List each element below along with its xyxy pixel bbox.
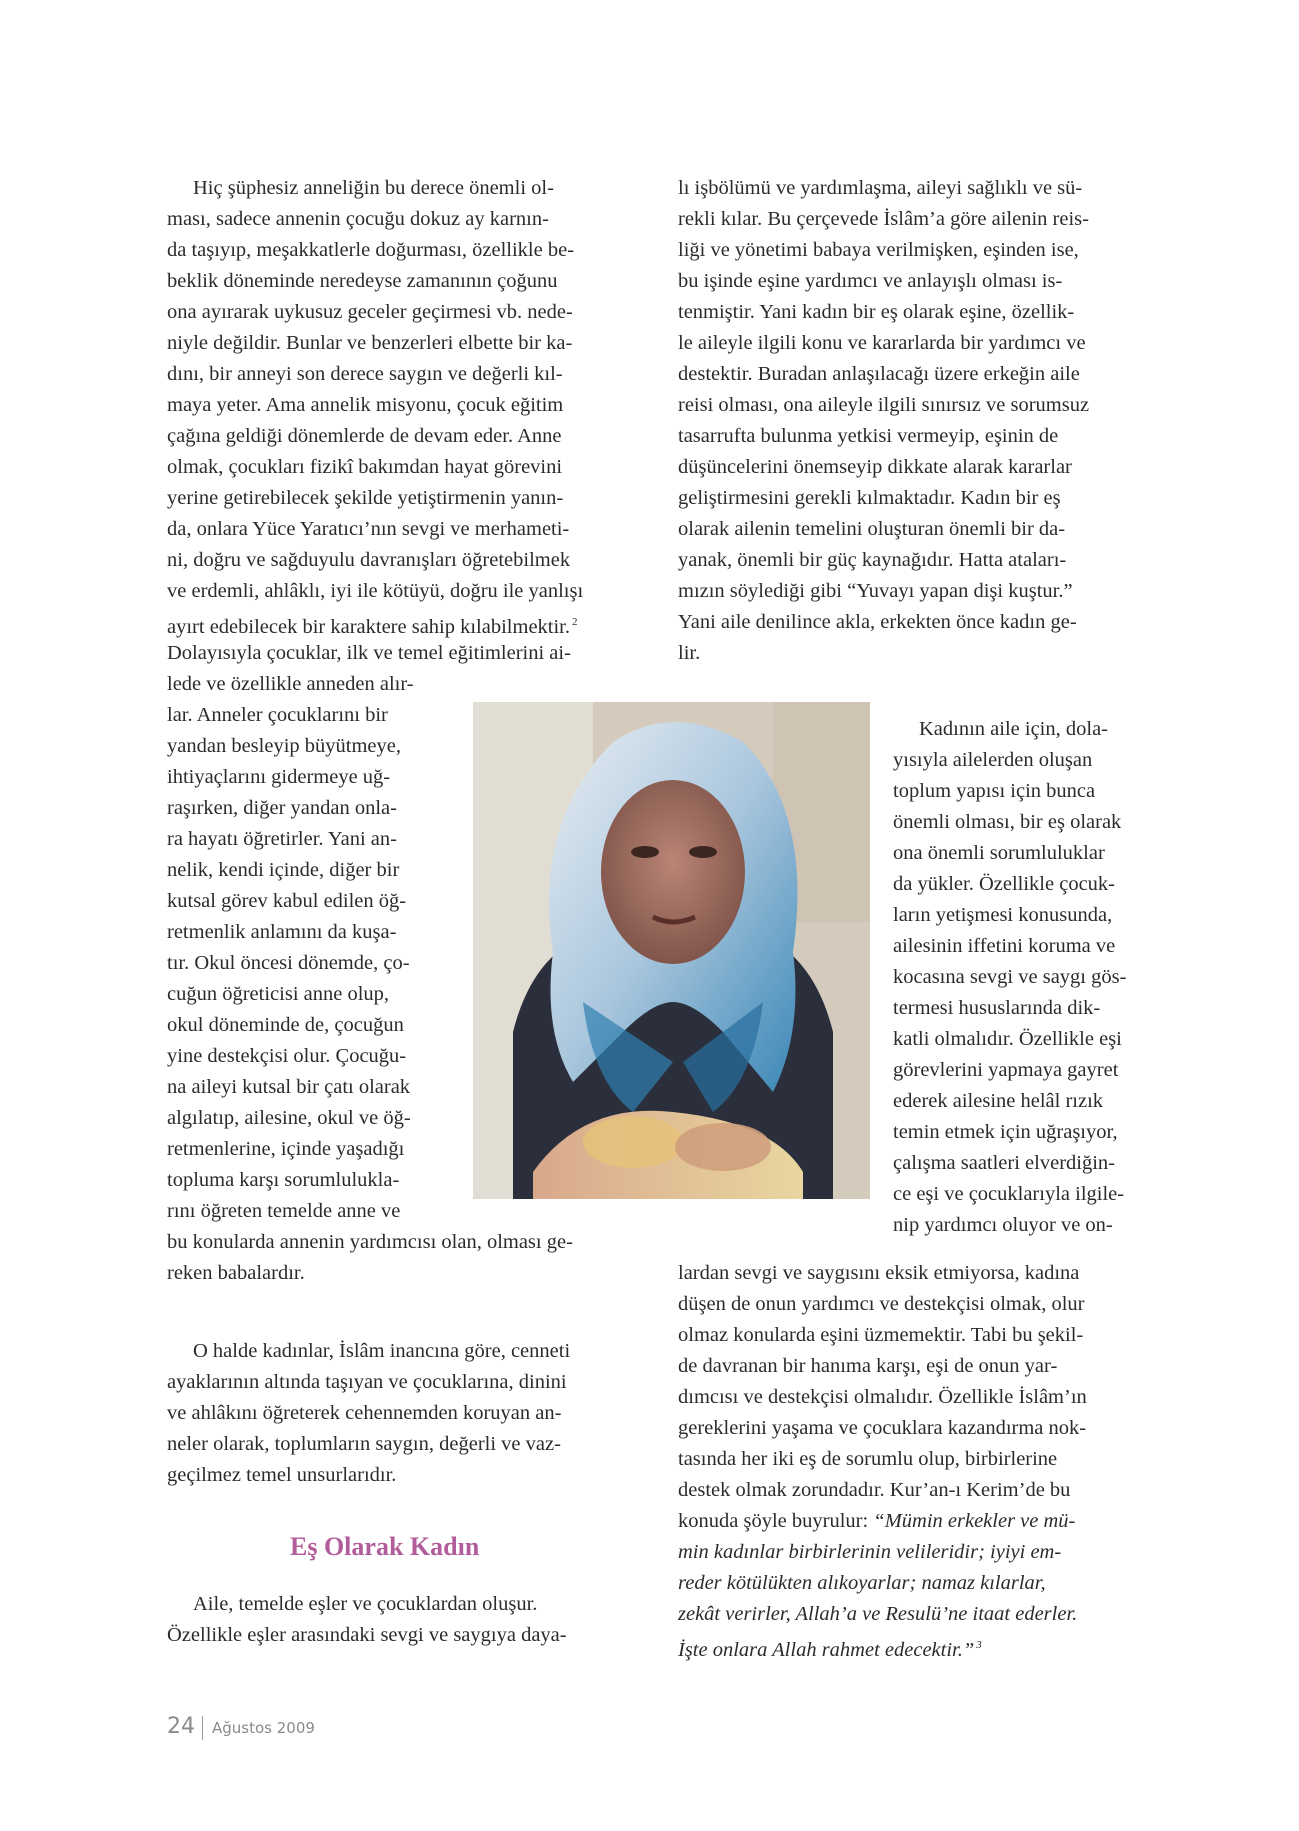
- footnote-ref: 3: [976, 1639, 982, 1651]
- body-line: bu işinde eşine yardımcı ve anlayışlı olması is-: [678, 270, 1063, 292]
- section-heading: Eş Olarak Kadın: [290, 1532, 480, 1561]
- body-line: düşüncelerini önemseyip dikkate alarak kararlar: [678, 456, 1072, 478]
- body-line: reken babalardır.: [167, 1262, 305, 1284]
- body-line: tasında her iki eş de sorumlu olup, birbirlerine: [678, 1448, 1058, 1470]
- body-line: Özellikle eşler arasındaki sevgi ve saygıya daya-: [167, 1624, 567, 1646]
- body-line: na aileyi kutsal bir çatı olarak: [167, 1076, 411, 1098]
- body-line: tenmiştir. Yani kadın bir eş olarak eşine, özellik-: [678, 301, 1075, 323]
- body-line: da, onlara Yüce Yaratıcı’nın sevgi ve merhameti-: [167, 518, 570, 540]
- body-line: ayaklarının altında taşıyan ve çocuklarına, dinini: [167, 1371, 567, 1393]
- body-line: cuğun öğreticisi anne olup,: [167, 983, 390, 1005]
- body-line: ona ayırarak uykusuz geceler geçirmesi vb. nede-: [167, 301, 573, 323]
- body-line: düşen de onun yardımcı ve destekçisi olmak, olur: [678, 1293, 1085, 1315]
- body-line: lede ve özellikle anneden alır-: [167, 673, 414, 695]
- body-line: kocasına sevgi ve saygı gös-: [893, 966, 1127, 988]
- body-line: ederek ailesine helâl rızık: [893, 1090, 1104, 1112]
- body-line: katli olmalıdır. Özellikle eşi: [893, 1028, 1122, 1050]
- quote-line: min kadınlar birbirlerinin velileridir; iyiyi em-: [678, 1541, 1062, 1563]
- body-line: ce eşi ve çocuklarıyla ilgile-: [893, 1183, 1125, 1205]
- body-line: Yani aile denilince akla, erkekten önce kadın ge-: [678, 611, 1077, 633]
- body-line: mızın söylediği gibi “Yuvayı yapan dişi kuştur.”: [678, 580, 1073, 602]
- body-line: olmaz konularda eşini üzmemektir. Tabi bu şekil-: [678, 1324, 1084, 1346]
- body-line: Kadının aile için, dola-: [919, 718, 1108, 740]
- body-line: ması, sadece annenin çocuğu dokuz ay karnın-: [167, 208, 549, 230]
- body-line: neler olarak, toplumların saygın, değerli ve vaz-: [167, 1433, 561, 1455]
- body-line: destek olmak zorundadır. Kur’an-ı Kerim’de bu: [678, 1479, 1071, 1501]
- body-line: retmenlerine, içinde yaşadığı: [167, 1138, 405, 1160]
- footer-divider: [202, 1716, 203, 1740]
- body-line: ra hayatı öğretirler. Yani an-: [167, 828, 397, 850]
- body-line: yısıyla ailelerden oluşan: [893, 749, 1093, 771]
- body-line: temin etmek için uğraşıyor,: [893, 1121, 1118, 1143]
- body-line: raşırken, diğer yandan onla-: [167, 797, 397, 819]
- body-line: rını öğreten temelde anne ve: [167, 1200, 401, 1222]
- body-line: ve erdemli, ahlâklı, iyi ile kötüyü, doğru ile yanlışı: [167, 580, 584, 602]
- body-line: lı işbölümü ve yardımlaşma, aileyi sağlıklı ve sü-: [678, 177, 1083, 199]
- body-line: rekli kılar. Bu çerçevede İslâm’a göre ailenin reis-: [678, 208, 1089, 230]
- body-line: yerine getirebilecek şekilde yetiştirmenin yanın-: [167, 487, 564, 509]
- body-line: okul döneminde de, çocuğun: [167, 1014, 404, 1036]
- body-line: lir.: [678, 642, 701, 664]
- body-line: lardan sevgi ve saygısını eksik etmiyorsa, kadına: [678, 1262, 1080, 1284]
- page-number: 24: [167, 1714, 195, 1739]
- body-line: niyle değildir. Bunlar ve benzerleri elbette bir ka-: [167, 332, 573, 354]
- body-text: konuda şöyle buyrulur:: [678, 1510, 869, 1532]
- body-line: O halde kadınlar, İslâm inancına göre, cenneti: [193, 1340, 571, 1362]
- body-line: dını, bir anneyi son derece saygın ve değerli kıl-: [167, 363, 563, 385]
- body-line: geçilmez temel unsurlarıdır.: [167, 1464, 397, 1486]
- body-line: destektir. Buradan anlaşılacağı üzere erkeğin aile: [678, 363, 1080, 385]
- body-line: olarak ailenin temelini oluşturan önemli bir da-: [678, 518, 1066, 540]
- woman-in-headscarf-photo: [473, 702, 870, 1199]
- quote-text: “Mümin erkekler ve mü-: [873, 1510, 1076, 1532]
- body-line: görevlerini yapmaya gayret: [893, 1059, 1119, 1081]
- body-line: ihtiyaçlarını gidermeye uğ-: [167, 766, 391, 788]
- body-line: topluma karşı sorumlulukla-: [167, 1169, 400, 1191]
- body-line: nelik, kendi içinde, diğer bir: [167, 859, 400, 881]
- body-line: Hiç şüphesiz anneliğin bu derece önemli ol-: [193, 177, 554, 199]
- body-line: çağına geldiği dönemlerde de devam eder. Anne: [167, 425, 562, 447]
- body-line: çalışma saatleri elverdiğin-: [893, 1152, 1115, 1174]
- body-line: tasarrufta bulunma yetkisi vermeyip, eşinin de: [678, 425, 1059, 447]
- issue-date: Ağustos 2009: [212, 1719, 315, 1737]
- body-line: lar. Anneler çocuklarını bir: [167, 704, 388, 726]
- body-line: Dolayısıyla çocuklar, ilk ve temel eğitimlerini ai-: [167, 642, 571, 664]
- body-line: le aileyle ilgili konu ve kararlarda bir yardımcı ve: [678, 332, 1086, 354]
- body-line: ve ahlâkını öğreterek cehennemden koruyan an-: [167, 1402, 562, 1424]
- body-line: yine destekçisi olur. Çocuğu-: [167, 1045, 407, 1067]
- body-line: kutsal görev kabul edilen öğ-: [167, 890, 407, 912]
- body-text: ayırt edebilecek bir karaktere sahip kılabilmektir.: [167, 615, 571, 638]
- body-line: liği ve yönetimi babaya verilmişken, eşinden ise,: [678, 239, 1079, 261]
- body-line: retmenlik anlamını da kuşa-: [167, 921, 397, 943]
- quote-line: reder kötülükten alıkoyarlar; namaz kılarlar,: [678, 1572, 1046, 1594]
- quote-line: [678, 1630, 982, 1666]
- footnote-ref: 2: [572, 616, 578, 628]
- body-line: beklik döneminde neredeyse zamanının çoğunu: [167, 270, 558, 292]
- body-line: ların yetişmesi konusunda,: [893, 904, 1113, 926]
- body-line: yanak, önemli bir güç kaynağıdır. Hatta ataları-: [678, 549, 1067, 571]
- body-line: ni, doğru ve sağduyulu davranışları öğretebilmek: [167, 549, 571, 571]
- body-line: önemli olması, bir eş olarak: [893, 811, 1122, 833]
- body-line: tır. Okul öncesi dönemde, ço-: [167, 952, 410, 974]
- quote-text: İşte onlara Allah rahmet edecektir.”: [678, 1638, 975, 1661]
- body-line: yandan besleyip büyütmeye,: [167, 735, 401, 757]
- body-line: gereklerini yaşama ve çocuklara kazandırma nok-: [678, 1417, 1087, 1439]
- body-line: [678, 1506, 1075, 1537]
- body-line: nip yardımcı oluyor ve on-: [893, 1214, 1113, 1236]
- body-line: da yükler. Özellikle çocuk-: [893, 873, 1115, 895]
- body-line: bu konularda annenin yardımcısı olan, olması ge-: [167, 1231, 573, 1253]
- body-line: olmak, çocukları fizikî bakımdan hayat görevini: [167, 456, 563, 478]
- body-line: toplum yapısı için bunca: [893, 780, 1096, 802]
- body-line: maya yeter. Ama annelik misyonu, çocuk eğitim: [167, 394, 564, 416]
- body-line: dımcısı ve destekçisi olmalıdır. Özellikle İslâm’ın: [678, 1386, 1087, 1408]
- body-line: geliştirmesini gerekli kılmaktadır. Kadın bir eş: [678, 487, 1061, 509]
- body-line: reisi olması, ona aileyle ilgili sınırsız ve sorumsuz: [678, 394, 1090, 416]
- body-line: Aile, temelde eşler ve çocuklardan oluşur.: [193, 1593, 538, 1615]
- body-line: ona önemli sorumluluklar: [893, 842, 1105, 864]
- body-line: da taşıyıp, meşakkatlerle doğurması, özellikle be-: [167, 239, 575, 261]
- body-line: algılatıp, ailesine, okul ve öğ-: [167, 1107, 411, 1129]
- body-line: de davranan bir hanıma karşı, eşi de onun yar-: [678, 1355, 1058, 1377]
- quote-line: zekât verirler, Allah’a ve Resulü’ne itaat ederler.: [678, 1603, 1078, 1625]
- body-line: ailesinin iffetini koruma ve: [893, 935, 1116, 957]
- body-line: termesi hususlarında dik-: [893, 997, 1101, 1019]
